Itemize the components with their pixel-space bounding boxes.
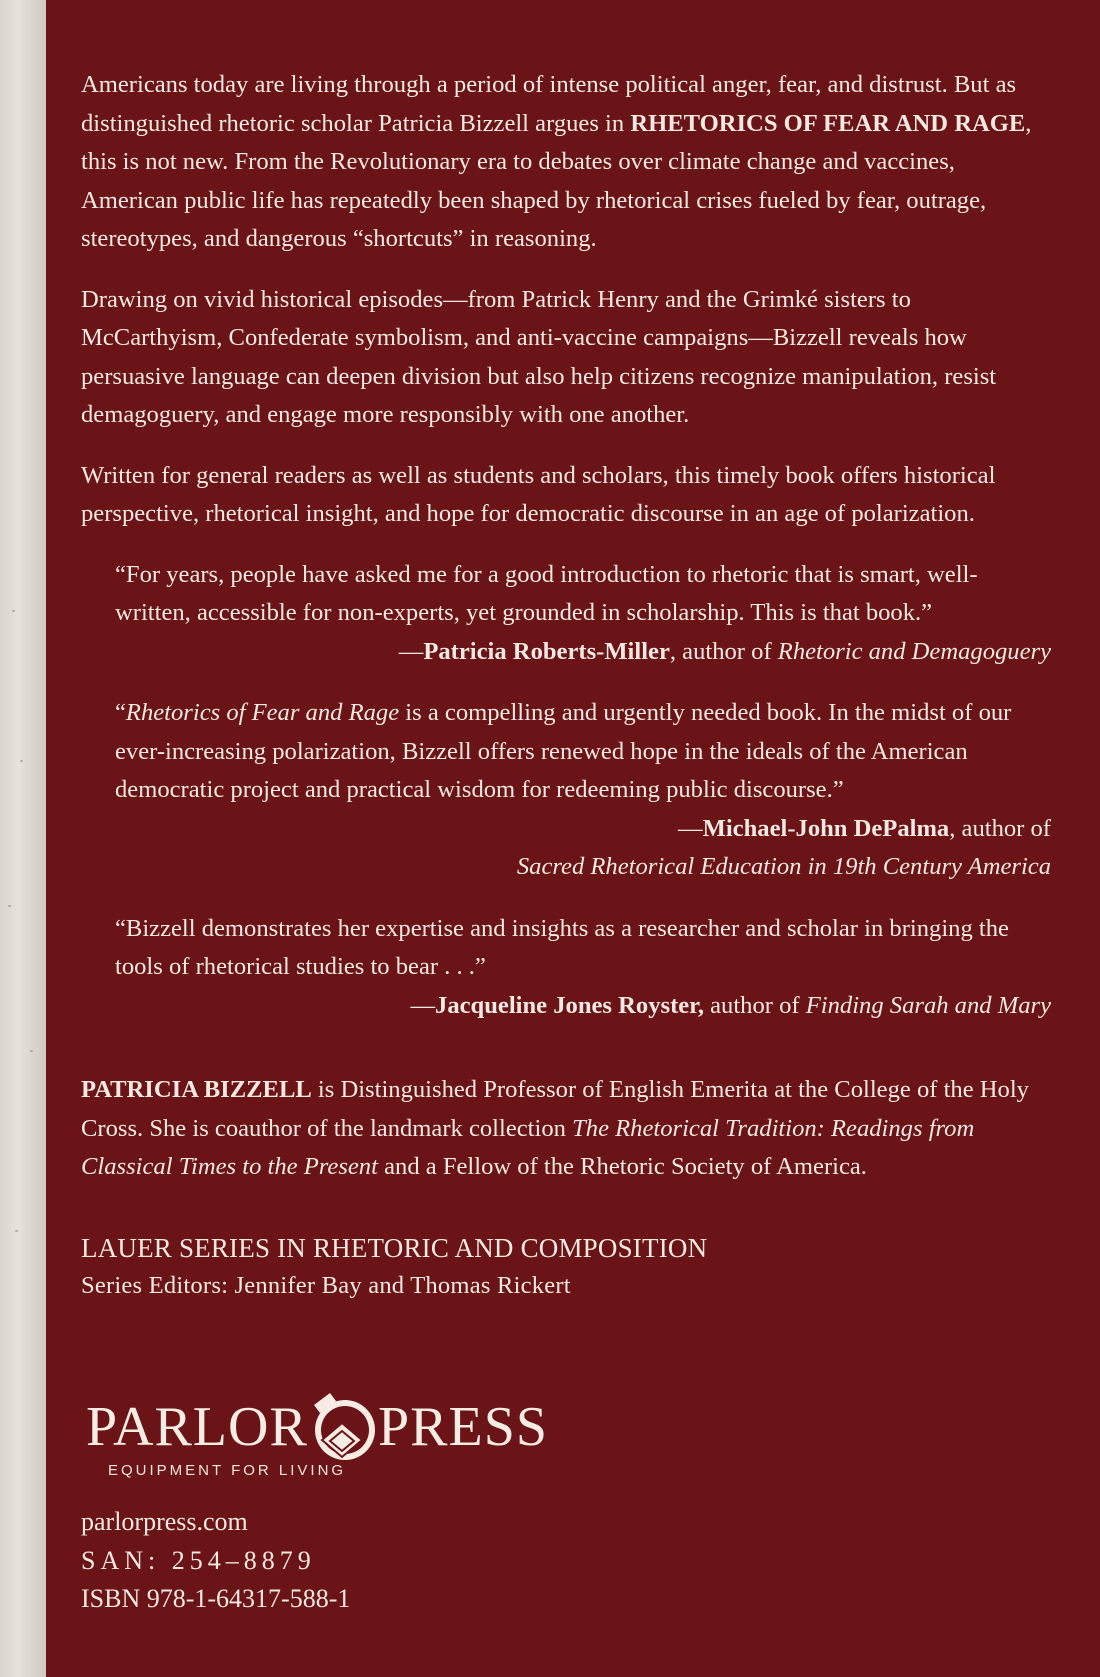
attr-mid: , author of: [669, 637, 778, 665]
bio-book: The Rhetorical Tradition: Readings from Classical Times to the Present: [81, 1114, 975, 1180]
back-cover-text: [81, 66, 1051, 1305]
blurb-2-body: is a compelling and urgently needed book. In the midst of our ever-increasing polarization, Bizzell offers renewed hope in the ideals of the American democratic project and practical wisdom for redeeming public discourse.”: [115, 699, 1012, 803]
blurb-3: [81, 910, 1051, 1026]
blurb-1-author: Patricia Roberts-Miller: [423, 637, 670, 665]
dash: —: [678, 814, 703, 842]
dash: —: [410, 991, 436, 1019]
dash: —: [398, 637, 424, 665]
publisher-logo: [86, 1385, 548, 1485]
blurb-2-text: [115, 694, 1051, 810]
author-name: PATRICIA BIZZELL: [81, 1076, 312, 1103]
bio-text-b: and a Fellow of the Rhetoric Society of America.: [377, 1153, 867, 1180]
attr-mid: author of: [703, 991, 806, 1019]
spine-strip: [0, 0, 46, 1677]
open-quote: “: [115, 699, 126, 726]
footer-info: [81, 1503, 350, 1619]
blurb-3-author: Jacqueline Jones Royster,: [435, 991, 704, 1019]
blurb-3-text: “Bizzell demonstrates her expertise and insights as a researcher and scholar in bringing the tools of rhetorical studies to bear . . .”: [115, 914, 1009, 980]
series-title: LAUER SERIES IN RHETORIC AND COMPOSITION: [81, 1232, 708, 1263]
blurb-2-title: Rhetorics of Fear and Rage: [125, 699, 400, 726]
blurb-2-book-line: [81, 848, 1051, 887]
blurb-2-author: Michael-John DePalma: [702, 814, 950, 842]
san-number: SAN: 254–8879: [81, 1545, 316, 1575]
attr-mid: , author of: [949, 814, 1051, 842]
bio-text-a: is Distinguished Professor of English Emerita at the College of the Holy Cross. She is coauthor of the landmark collection: [81, 1076, 1029, 1142]
p1-text-a: Americans today are living through a period of intense political anger, fear, and distrust. But as distinguished rhetoric scholar Patricia Bizzell argues in: [81, 71, 1017, 137]
author-bio: [81, 1071, 1051, 1187]
blurb-2: [81, 694, 1051, 887]
blurb-3-book: Finding Sarah and Mary: [805, 991, 1051, 1019]
blurb-1-attribution: [81, 633, 1051, 672]
description-paragraph-3: Written for general readers as well as students and scholars, this timely book offers historical perspective, rhetorical insight, and hope for democratic discourse in an age of polarization.: [81, 461, 996, 527]
logo-word-right: PRESS: [378, 1396, 548, 1458]
blurb-1: [81, 556, 1051, 672]
description-paragraph-1: [81, 66, 1051, 259]
logo-word-left: PARLOR: [86, 1396, 308, 1458]
blurb-2-attribution: [81, 810, 1051, 849]
series-info: [81, 1229, 1051, 1305]
blurb-1-text: “For years, people have asked me for a good introduction to rhetoric that is smart, well-written, accessible for non-experts, yet grounded in scholarship. This is that book.”: [115, 560, 978, 626]
isbn: ISBN 978-1-64317-588-1: [81, 1584, 351, 1613]
book-title: RHETORICS OF FEAR AND RAGE: [630, 109, 1026, 137]
description-paragraph-2: Drawing on vivid historical episodes—from Patrick Henry and the Grimké sisters to McCarthyism, Confederate symbolism, and anti-vaccine campaigns—Bizzell reveals how persuasive language can deepen division but also help citizens recognize manipulation, resist demagoguery, and engage more responsibly with one another.: [81, 285, 997, 428]
p1-text-b: , this is not new. From the Revolutionary era to debates over climate change and vaccines, American public life has repeatedly been shaped by rhetorical crises fueled by fear, outrage, stereotypes, and dangerous “shortcuts” in reasoning.: [81, 109, 1032, 252]
blurb-2-book: Sacred Rhetorical Education in 19th Century America: [516, 853, 1051, 880]
series-editors: Series Editors: Jennifer Bay and Thomas Rickert: [81, 1271, 571, 1299]
blurb-1-book: Rhetoric and Demagoguery: [777, 637, 1051, 665]
website: parlorpress.com: [81, 1507, 248, 1536]
blurb-3-attribution: [81, 987, 1051, 1026]
logo-tagline: EQUIPMENT FOR LIVING: [108, 1462, 347, 1479]
